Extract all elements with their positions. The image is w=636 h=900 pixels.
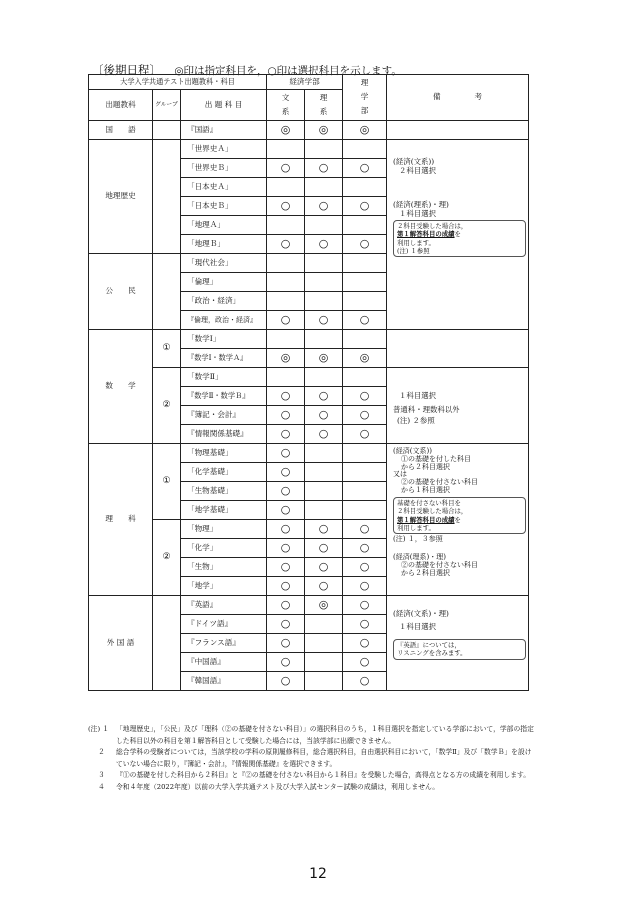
mark-ri xyxy=(305,482,343,501)
group-cell xyxy=(153,121,181,140)
mark-bun: ○ xyxy=(267,463,305,482)
note-box xyxy=(393,220,526,257)
footnote-number: ３ xyxy=(98,771,105,780)
heading-title: 〔後期日程〕 xyxy=(92,63,161,77)
header-ri-2: 系 xyxy=(319,106,328,116)
footnote-number: (注) １ xyxy=(88,725,110,733)
table-row xyxy=(89,121,529,140)
subject-table xyxy=(88,74,529,691)
footnote-text: 『①の基礎を付した科目から２科目』と『②の基礎を付さない科目から１科目』を受験した場合，高得点となる方の成績を利用します。 xyxy=(116,771,531,780)
mark-sci: ○ xyxy=(343,406,387,425)
mark-ri: ○ xyxy=(305,406,343,425)
mark-bun: ○ xyxy=(267,520,305,539)
table-row xyxy=(89,140,529,159)
mark-ri xyxy=(305,444,343,463)
note-line: (注) １参照 xyxy=(397,247,430,256)
subject-name: 『倫理，政治・経済』 xyxy=(181,311,267,330)
subject-name: 『フランス語』 xyxy=(181,634,267,653)
mark-bun: ○ xyxy=(267,539,305,558)
mark-ri: ○ xyxy=(305,558,343,577)
note-line: (注) １，３参照 xyxy=(393,535,443,544)
note-emphasis: 第１解答科目の成績 xyxy=(397,515,455,524)
mark-ri xyxy=(305,330,343,349)
note-line: ②の基礎を付さない科目 xyxy=(401,560,479,569)
header-remarks-2: 考 xyxy=(474,92,483,102)
mark-bun xyxy=(267,254,305,273)
mark-sci: ○ xyxy=(343,539,387,558)
mark-bun xyxy=(267,368,305,387)
header-col-subject: 出 題 科 目 xyxy=(181,90,267,121)
mark-bun: ◎ xyxy=(267,121,305,140)
header-science-3: 部 xyxy=(360,105,369,115)
group-cell xyxy=(153,596,181,691)
subject-name: 「世界史Ａ」 xyxy=(181,140,267,159)
subject-name: 『数学Ⅰ・数学Ａ』 xyxy=(181,349,267,368)
subject-name: 『情報関係基礎』 xyxy=(181,425,267,444)
header-econ: 経済学部 xyxy=(267,75,343,90)
note-line: (経済(理系)・理) xyxy=(393,200,449,210)
mark-bun: ○ xyxy=(267,558,305,577)
subject-name: 『韓国語』 xyxy=(181,672,267,691)
mark-sci: ◎ xyxy=(343,349,387,368)
category-rika: 理 科 xyxy=(89,444,153,596)
mark-ri xyxy=(305,368,343,387)
mark-sci: ○ xyxy=(343,235,387,254)
note-line: １科目選択 xyxy=(399,208,436,218)
note-line: ２科目受験した場合は， xyxy=(397,222,468,231)
mark-sci xyxy=(343,178,387,197)
footnote-item xyxy=(88,747,538,770)
mark-ri xyxy=(305,178,343,197)
footnote-text: 令和４年度（2022年度）以前の大学入学共通テスト及び大学入試センター試験の成績は，利用しません。 xyxy=(116,782,440,791)
header-col-category: 出題教科 xyxy=(89,90,153,121)
note-line: を xyxy=(454,230,461,239)
subject-name: 『国語』 xyxy=(181,121,267,140)
page-number: 12 xyxy=(309,866,327,882)
subject-name: 「日本史Ｂ」 xyxy=(181,197,267,216)
mark-sci: ◎ xyxy=(343,121,387,140)
note-line: ①の基礎を付した科目 xyxy=(401,454,472,463)
note-box xyxy=(393,497,526,534)
note-box xyxy=(393,639,526,660)
header-remarks-1: 備 xyxy=(432,92,441,102)
subject-name: 「地学基礎」 xyxy=(181,501,267,520)
mark-bun: ○ xyxy=(267,634,305,653)
note-line: から２科目選択 xyxy=(401,568,451,577)
mark-sci: ○ xyxy=(343,615,387,634)
header-row-1 xyxy=(89,75,529,90)
note-language xyxy=(387,596,529,691)
subject-name: 「倫理」 xyxy=(181,273,267,292)
footnote-number: ４ xyxy=(98,782,105,791)
header-science-2: 学 xyxy=(360,92,369,102)
group-cell xyxy=(153,140,181,254)
header-remarks xyxy=(387,75,529,121)
subject-name: 「地学」 xyxy=(181,577,267,596)
note-line: 利用します。 xyxy=(397,523,435,532)
subject-name: 「日本史Ａ」 xyxy=(181,178,267,197)
mark-sci: ○ xyxy=(343,159,387,178)
category-chireki: 地理歴史 xyxy=(89,140,153,254)
subject-name: 「化学」 xyxy=(181,539,267,558)
category-sugaku: 数 学 xyxy=(89,330,153,444)
header-top-label: 大学入学共通テスト出題教科・科目 xyxy=(89,75,267,90)
mark-ri xyxy=(305,254,343,273)
subject-name: 「物理」 xyxy=(181,520,267,539)
mark-sci: ○ xyxy=(343,558,387,577)
mark-bun: ○ xyxy=(267,311,305,330)
mark-bun: ◎ xyxy=(267,349,305,368)
header-science xyxy=(343,75,387,121)
mark-sci xyxy=(343,330,387,349)
mark-sci: ○ xyxy=(343,596,387,615)
table-row xyxy=(89,596,529,615)
note-line: 基礎を付さない科目を xyxy=(397,498,461,507)
mark-bun: ○ xyxy=(267,672,305,691)
mark-bun: ○ xyxy=(267,653,305,672)
heading-legend: ◎印は指定科目を，○印は選択科目を示します。 xyxy=(174,65,402,77)
subject-name: 「世界史Ｂ」 xyxy=(181,159,267,178)
mark-ri xyxy=(305,615,343,634)
subject-name: 「数学Ⅰ」 xyxy=(181,330,267,349)
subject-name: 「生物基礎」 xyxy=(181,482,267,501)
subject-name: 『ドイツ語』 xyxy=(181,615,267,634)
header-bun xyxy=(267,90,305,121)
group-1: ① xyxy=(153,444,181,520)
footnote-number: ２ xyxy=(98,748,105,757)
subject-name: 「化学基礎」 xyxy=(181,463,267,482)
footnotes xyxy=(88,724,538,794)
mark-sci xyxy=(343,254,387,273)
mark-sci xyxy=(343,273,387,292)
note-line: 普通科・理数科以外 xyxy=(393,404,460,414)
mark-sci: ○ xyxy=(343,653,387,672)
note-math xyxy=(387,368,529,444)
note-line: (経済(理系)・理) xyxy=(393,553,446,562)
mark-ri xyxy=(305,653,343,672)
note-line: (注) ２参照 xyxy=(397,416,435,426)
header-bun-1: 文 xyxy=(281,92,290,102)
note-line: 又は xyxy=(393,470,408,479)
mark-ri xyxy=(305,216,343,235)
note-line: 利用します。 xyxy=(397,238,435,247)
note-line: (経済(文系)) xyxy=(393,447,432,455)
mark-ri: ○ xyxy=(305,235,343,254)
mark-bun xyxy=(267,273,305,292)
mark-bun: ○ xyxy=(267,482,305,501)
mark-ri xyxy=(305,501,343,520)
group-2: ② xyxy=(153,368,181,444)
mark-bun: ○ xyxy=(267,501,305,520)
mark-bun: ○ xyxy=(267,197,305,216)
mark-ri xyxy=(305,634,343,653)
mark-bun xyxy=(267,292,305,311)
group-2: ② xyxy=(153,520,181,596)
note-line: １科目選択 xyxy=(399,621,436,631)
mark-ri: ○ xyxy=(305,159,343,178)
mark-sci xyxy=(343,368,387,387)
note-line: を xyxy=(454,515,461,524)
note-cell xyxy=(387,121,529,140)
mark-ri xyxy=(305,463,343,482)
mark-sci xyxy=(343,216,387,235)
footnote-text: 「地理歴史」，「公民」及び「理科（②の基礎を付さない科目）」の選択科目のうち，１科目選択を指定している学部において，学部の指定した科目以外の科目を第１解答科目として受験した場合には，当該学部に出願できません。 xyxy=(116,725,534,745)
note-line: １科目選択 xyxy=(399,391,436,400)
mark-ri: ○ xyxy=(305,520,343,539)
mark-ri: ○ xyxy=(305,387,343,406)
subject-name: 「数学Ⅱ」 xyxy=(181,368,267,387)
header-ri xyxy=(305,90,343,121)
mark-ri xyxy=(305,292,343,311)
mark-sci: ○ xyxy=(343,672,387,691)
mark-ri xyxy=(305,273,343,292)
note-line: から２科目選択 xyxy=(401,462,451,471)
note-line: 『英語』については， xyxy=(397,641,461,650)
mark-ri: ◎ xyxy=(305,596,343,615)
mark-bun: ○ xyxy=(267,387,305,406)
group-cell xyxy=(153,254,181,330)
mark-bun xyxy=(267,330,305,349)
mark-ri: ◎ xyxy=(305,121,343,140)
mark-bun: ○ xyxy=(267,596,305,615)
footnote-item xyxy=(88,770,538,782)
mark-bun: ○ xyxy=(267,235,305,254)
subject-name: 「地理Ｂ」 xyxy=(181,235,267,254)
category-koumin: 公 民 xyxy=(89,254,153,330)
mark-ri xyxy=(305,672,343,691)
mark-bun xyxy=(267,178,305,197)
mark-ri: ○ xyxy=(305,197,343,216)
mark-sci xyxy=(343,444,387,463)
header-bun-2: 系 xyxy=(281,106,290,116)
note-line: ２科目受験した場合は， xyxy=(397,507,468,516)
subject-name: 「生物」 xyxy=(181,558,267,577)
mark-sci: ○ xyxy=(343,311,387,330)
subject-name: 「現代社会」 xyxy=(181,254,267,273)
subject-name: 『中国語』 xyxy=(181,653,267,672)
mark-sci xyxy=(343,501,387,520)
mark-bun: ○ xyxy=(267,615,305,634)
header-science-1: 理 xyxy=(360,78,369,88)
mark-bun: ○ xyxy=(267,577,305,596)
note-line: から１科目選択 xyxy=(401,486,451,495)
footnote-item xyxy=(88,782,538,794)
category-kokugo: 国 語 xyxy=(89,121,153,140)
subject-name: 『数学Ⅱ・数学Ｂ』 xyxy=(181,387,267,406)
note-cell xyxy=(387,330,529,368)
header-col-group: グループ xyxy=(153,90,181,121)
mark-bun: ○ xyxy=(267,159,305,178)
mark-bun: ○ xyxy=(267,425,305,444)
note-line: リスニングを含みます。 xyxy=(397,649,467,658)
subject-name: 「地理Ａ」 xyxy=(181,216,267,235)
mark-bun xyxy=(267,140,305,159)
mark-ri xyxy=(305,140,343,159)
footnote-item xyxy=(88,724,538,747)
mark-sci xyxy=(343,292,387,311)
table-row xyxy=(89,368,529,387)
table-row xyxy=(89,444,529,463)
note-emphasis: 第１解答科目の成績 xyxy=(397,230,455,239)
mark-bun: ○ xyxy=(267,406,305,425)
mark-ri: ○ xyxy=(305,425,343,444)
mark-sci: ○ xyxy=(343,577,387,596)
mark-sci xyxy=(343,482,387,501)
mark-ri: ○ xyxy=(305,577,343,596)
note-line: (経済(文系)) xyxy=(393,157,435,166)
mark-sci: ○ xyxy=(343,197,387,216)
subject-name: 「物理基礎」 xyxy=(181,444,267,463)
mark-sci: ○ xyxy=(343,387,387,406)
footnote-text: 総合学科の受験者については，当該学校の学科の原則履修科目，総合選択科目，自由選択科目において，「数学Ⅱ」及び「数学Ｂ」を設けていない場合に限り，『簿記・会計』，『情報関係基礎』を選択できます。 xyxy=(116,748,532,768)
subject-name: 「政治・経済」 xyxy=(181,292,267,311)
mark-sci: ○ xyxy=(343,520,387,539)
table-row xyxy=(89,330,529,349)
header-ri-1: 理 xyxy=(319,92,328,102)
mark-ri: ◎ xyxy=(305,349,343,368)
mark-ri: ○ xyxy=(305,539,343,558)
category-gaikokugo: 外 国 語 xyxy=(89,596,153,691)
mark-bun xyxy=(267,216,305,235)
group-1: ① xyxy=(153,330,181,368)
note-line: ②の基礎を付さない科目 xyxy=(401,478,479,487)
subject-name: 『簿記・会計』 xyxy=(181,406,267,425)
note-line: ２科目選択 xyxy=(399,165,436,175)
mark-sci: ○ xyxy=(343,634,387,653)
note-line: (経済(文系)・理) xyxy=(393,609,449,618)
mark-sci: ○ xyxy=(343,425,387,444)
mark-bun: ○ xyxy=(267,444,305,463)
mark-sci xyxy=(343,463,387,482)
mark-sci xyxy=(343,140,387,159)
subject-name: 『英語』 xyxy=(181,596,267,615)
note-social xyxy=(387,140,529,330)
note-science xyxy=(387,444,529,596)
mark-ri: ○ xyxy=(305,311,343,330)
